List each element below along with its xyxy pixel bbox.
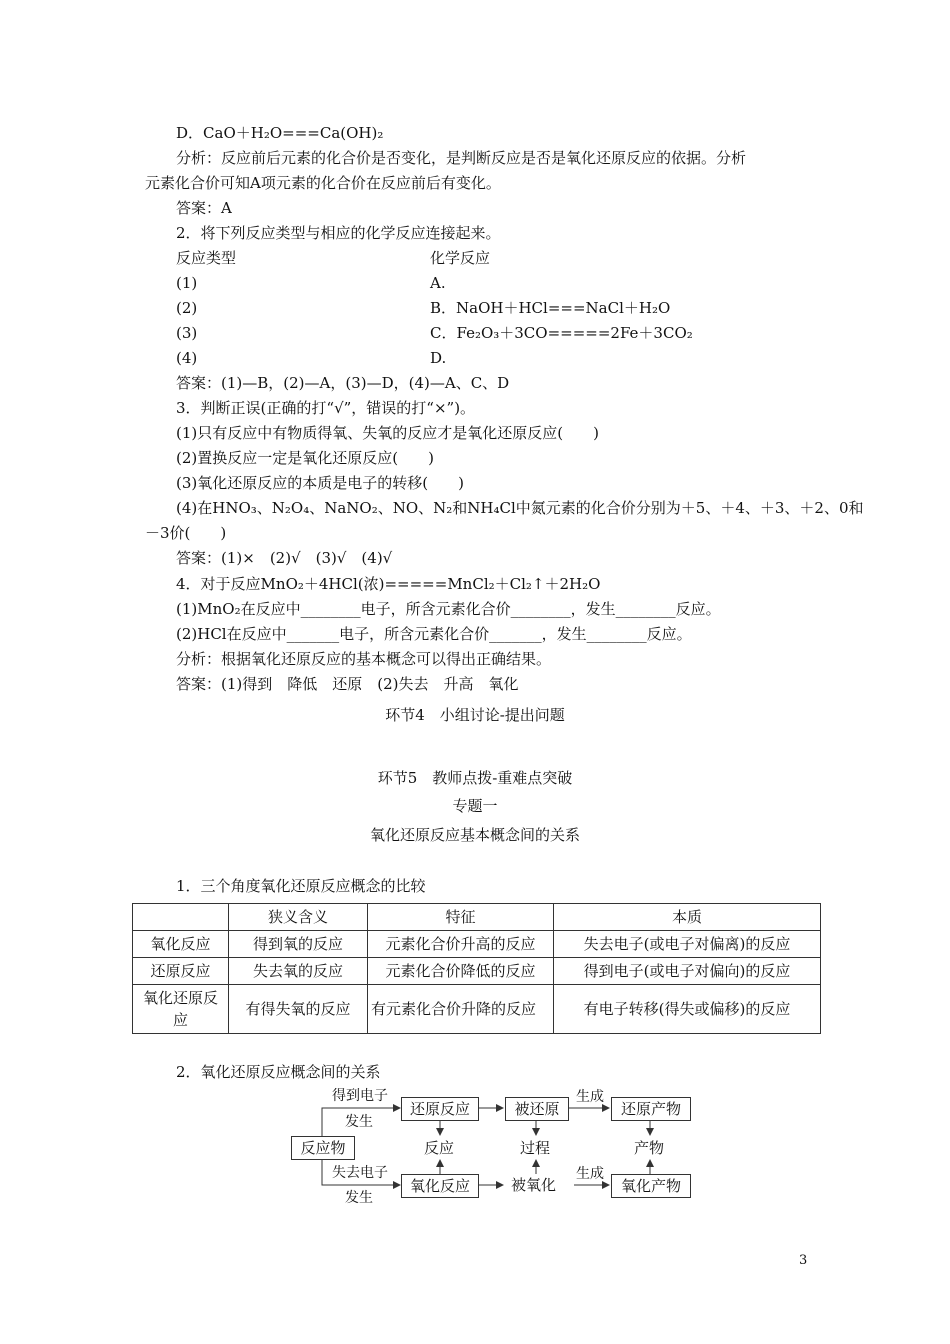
option-d: D．CaO＋H₂O===Ca(OH)₂ <box>176 124 384 142</box>
table-cell: 有电子转移(得失或偏移)的反应 <box>554 985 821 1034</box>
topic-heading: 专题一 <box>452 797 498 815</box>
lose-electrons-label: 失去电子 <box>332 1165 388 1181</box>
section-heading-4: 环节4 小组讨论-提出问题 <box>385 706 565 724</box>
question-3: 3．判断正误(正确的打“√”，错误的打“×”)。 <box>176 399 476 417</box>
topic-title: 氧化还原反应基本概念间的关系 <box>369 826 580 844</box>
reduced-box: 被还原 <box>505 1097 569 1121</box>
list-item: (2)HCl在反应中_______电子，所含元素化合价_______，发生________反应。 <box>176 625 692 643</box>
table-cell: 有元素化合价升降的反应 <box>368 985 554 1034</box>
analysis-line: 元素化合价可知A项元素的化合价在反应前后有变化。 <box>145 174 501 192</box>
question-2: 2．将下列反应类型与相应的化学反应连接起来。 <box>176 224 501 242</box>
list-item: B．NaOH＋HCl===NaCl＋H₂O <box>430 299 671 317</box>
list-item: (1)只有反应中有物质得氧、失氧的反应才是氧化还原反应( ) <box>176 424 599 442</box>
col-header-reaction: 化学反应 <box>430 249 491 267</box>
table-cell: 还原反应 <box>133 958 229 985</box>
table-cell: 得到氧的反应 <box>229 931 368 958</box>
table-cell: 得到电子(或电子对偏向)的反应 <box>554 958 821 985</box>
answer-line: 答案：(1)得到 降低 还原 (2)失去 升高 氧化 <box>176 675 519 693</box>
table-cell: 氧化反应 <box>133 931 229 958</box>
reduction-reaction-box: 还原反应 <box>401 1097 479 1121</box>
list-item: －3价( ) <box>145 524 227 542</box>
table-cell: 失去电子(或电子对偏离)的反应 <box>554 931 821 958</box>
answer-line: 答案：A <box>176 199 232 217</box>
table-header: 本质 <box>554 904 821 931</box>
list-item: (2)置换反应一定是氧化还原反应( ) <box>176 449 434 467</box>
reactant-box: 反应物 <box>291 1136 355 1160</box>
produce-label: 生成 <box>576 1166 604 1182</box>
list-item: (4)在HNO₃、N₂O₄、NaNO₂、NO、N₂和NH₄Cl中氮元素的化合价分别为＋5、＋4、＋3、＋2、0和 <box>176 499 864 517</box>
product-label: 产物 <box>634 1139 665 1157</box>
table-cell: 失去氧的反应 <box>229 958 368 985</box>
section-heading-5: 环节5 教师点拨-重难点突破 <box>377 769 573 787</box>
subsection-2: 2．氧化还原反应概念间的关系 <box>176 1063 381 1081</box>
list-item: (1)MnO₂在反应中________电子，所含元素化合价________，发生________反应。 <box>176 600 721 618</box>
table-header: 狭义含义 <box>229 904 368 931</box>
gain-electrons-label: 得到电子 <box>332 1088 388 1104</box>
occur-label: 发生 <box>345 1190 373 1206</box>
oxidation-reaction-box: 氧化反应 <box>401 1174 479 1198</box>
table-cell: 氧化还原反应 <box>133 985 229 1034</box>
reduction-product-box: 还原产物 <box>611 1097 691 1121</box>
list-item: (4) <box>176 349 198 367</box>
answer-line: 答案：(1)× (2)√ (3)√ (4)√ <box>176 549 393 567</box>
subsection-1: 1．三个角度氧化还原反应概念的比较 <box>176 877 426 895</box>
list-item: (1) <box>176 274 198 292</box>
table-cell: 元素化合价降低的反应 <box>368 958 554 985</box>
answer-line: 答案：(1)—B，(2)—A，(3)—D，(4)—A、C、D <box>176 374 510 392</box>
analysis-line: 分析：根据氧化还原反应的基本概念可以得出正确结果。 <box>176 650 552 668</box>
analysis-line: 分析：反应前后元素的化合价是否变化，是判断反应是否是氧化还原反应的依据。分析 <box>176 149 747 167</box>
list-item: (2) <box>176 299 198 317</box>
oxidized-label: 被氧化 <box>511 1176 557 1194</box>
table-cell: 有得失氧的反应 <box>229 985 368 1034</box>
page-number: 3 <box>799 1253 808 1268</box>
question-4: 4．对于反应MnO₂＋4HCl(浓)=====MnCl₂＋Cl₂↑＋2H₂O <box>176 575 601 593</box>
list-item: (3)氧化还原反应的本质是电子的转移( ) <box>176 474 464 492</box>
process-label: 过程 <box>520 1139 551 1157</box>
oxidation-product-box: 氧化产物 <box>611 1174 691 1198</box>
list-item: A. <box>430 274 446 292</box>
produce-label: 生成 <box>576 1089 604 1105</box>
reaction-label: 反应 <box>424 1139 455 1157</box>
occur-label: 发生 <box>345 1114 373 1130</box>
list-item: (3) <box>176 324 198 342</box>
list-item: C．Fe₂O₃＋3CO=====2Fe＋3CO₂ <box>430 324 693 342</box>
table-cell: 元素化合价升高的反应 <box>368 931 554 958</box>
list-item: D. <box>430 349 447 367</box>
table-header: 特征 <box>368 904 554 931</box>
col-header-type: 反应类型 <box>176 249 237 267</box>
